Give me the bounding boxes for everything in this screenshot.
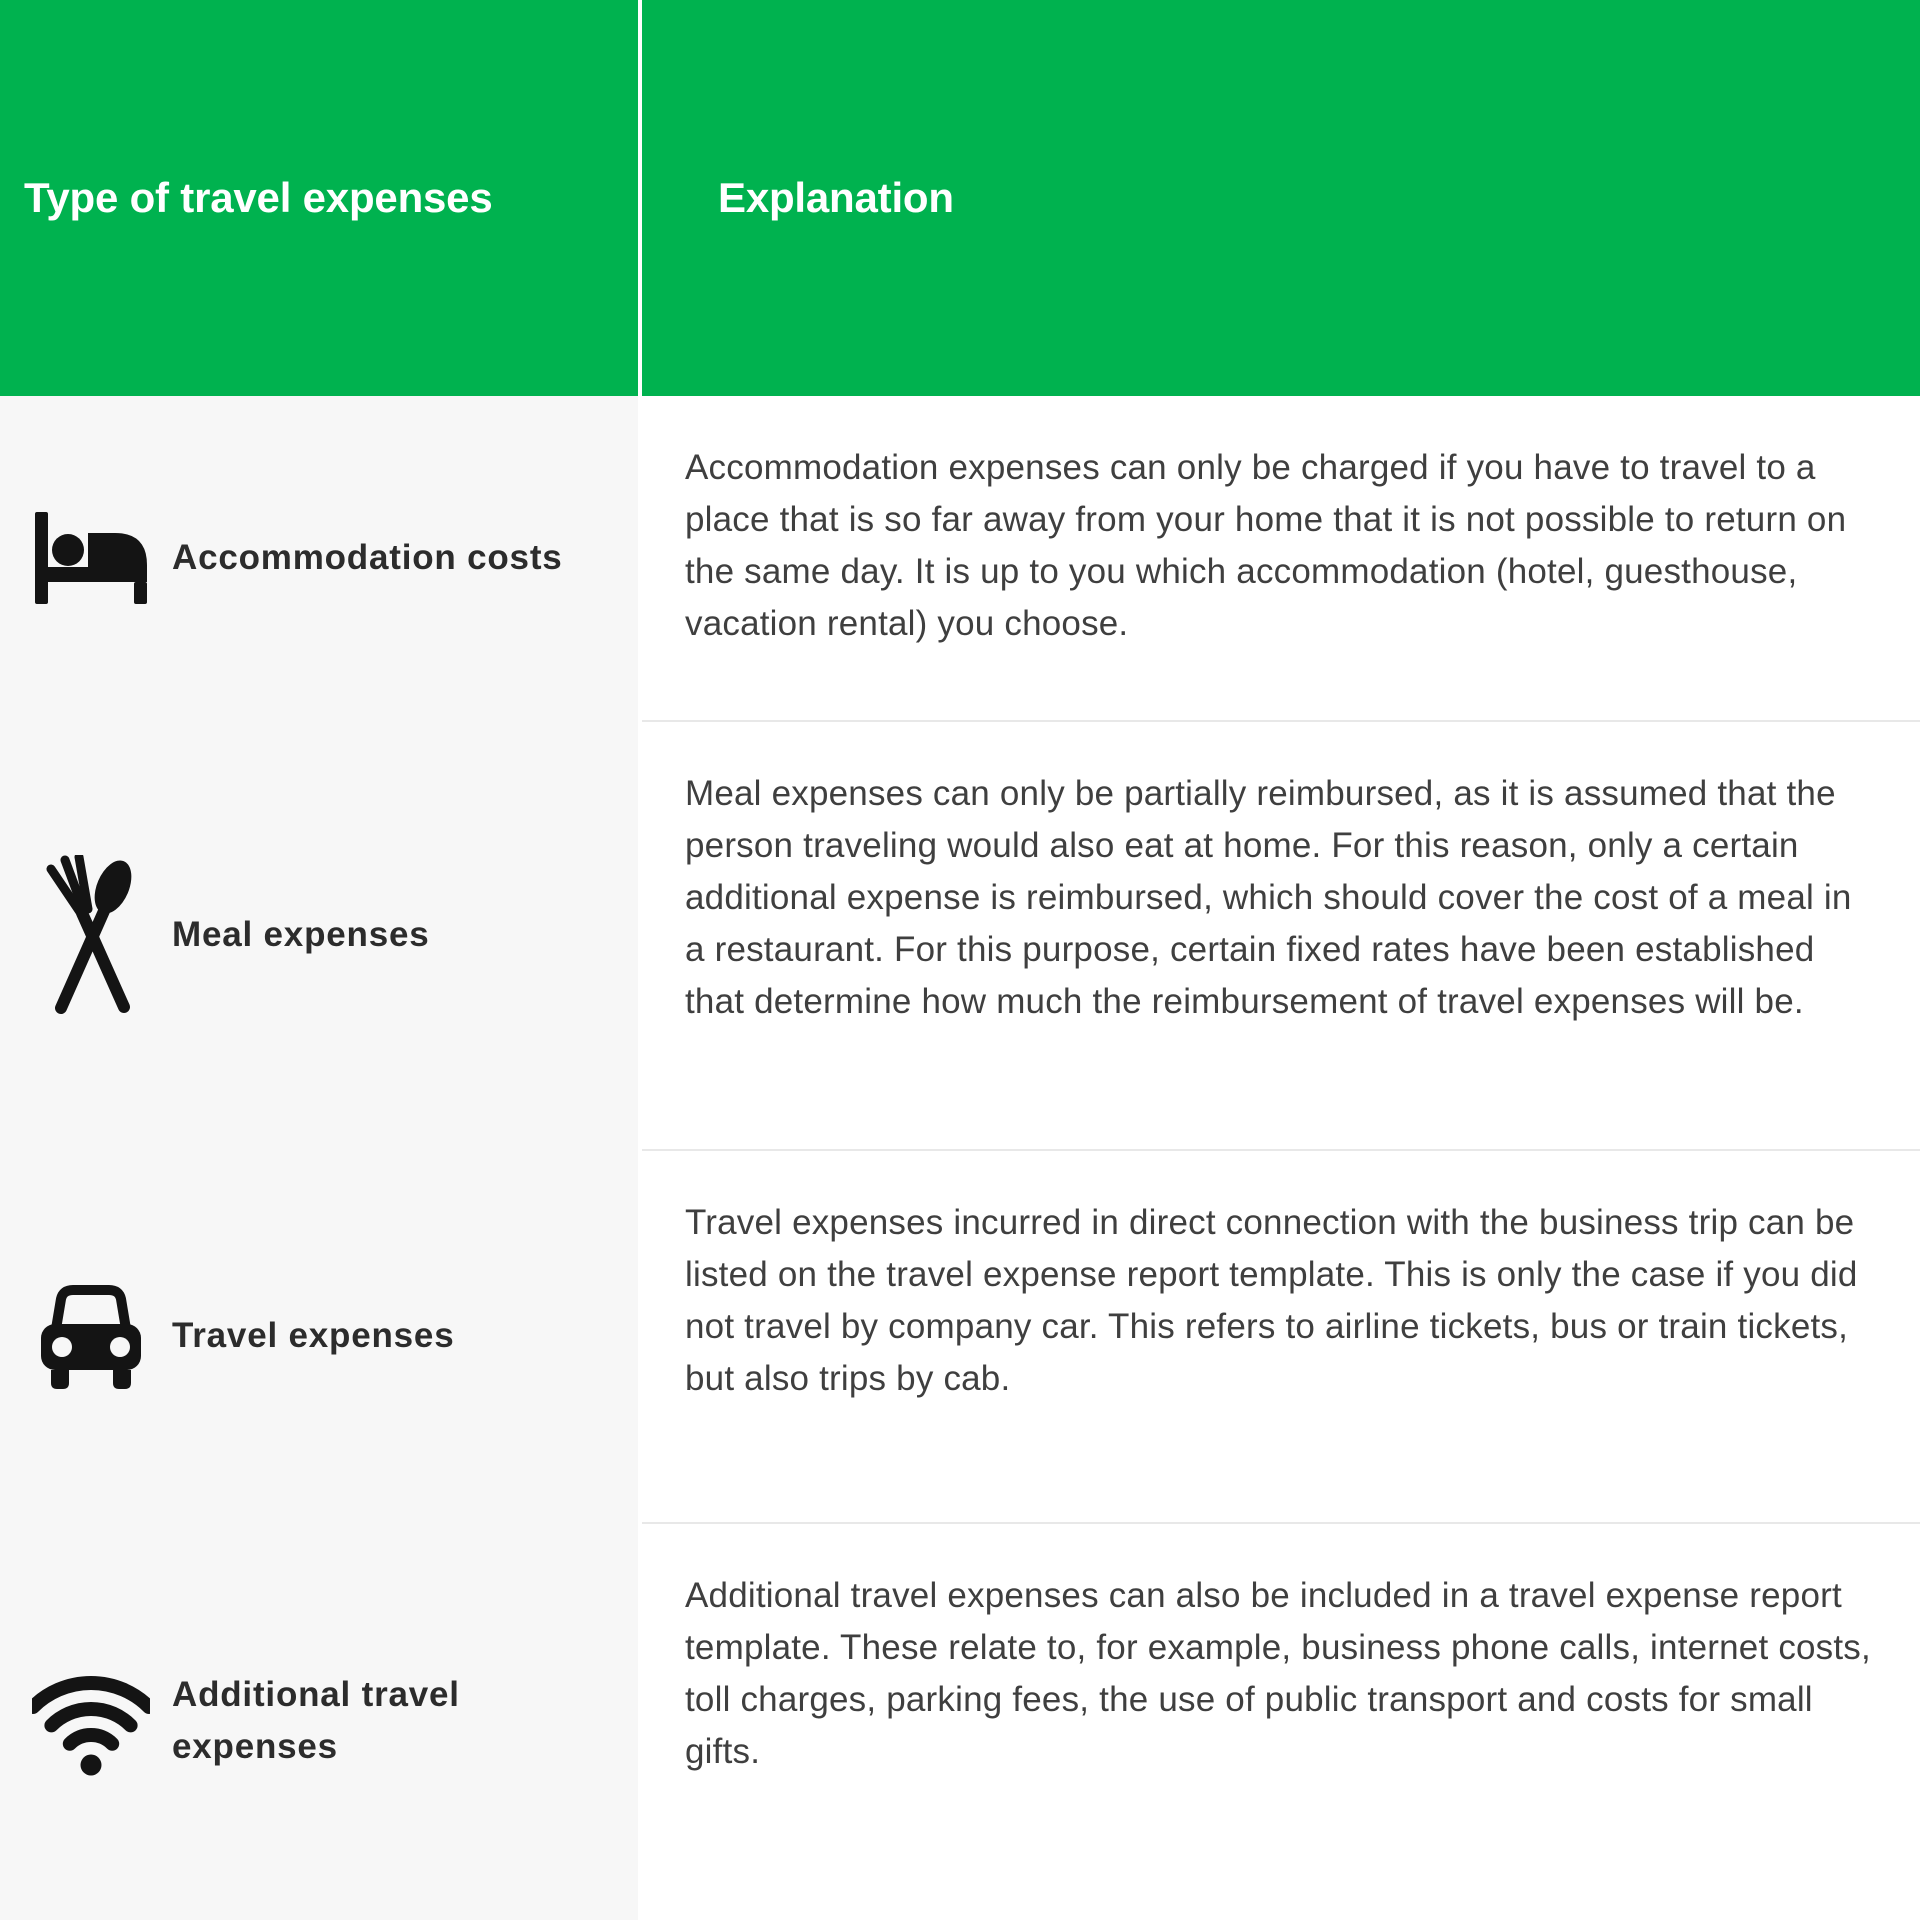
header-cell-explanation xyxy=(642,0,1920,396)
column-header-explanation: Explanation xyxy=(718,174,954,221)
fork-spoon-icon xyxy=(30,855,152,1015)
row-label: Additional travel expenses xyxy=(172,1675,460,1766)
row-additional-label xyxy=(0,1522,638,1920)
row-label: Accommodation costs xyxy=(172,538,563,577)
header-cell-types xyxy=(0,0,638,396)
row-travel-label xyxy=(0,1149,638,1522)
row-label: Meal expenses xyxy=(172,914,430,954)
explanation-text: Additional travel expenses can also be included in a travel expense report template. These relate to, for example, business phone calls, internet costs, toll charges, parking fees, the use of public transport and costs for small gifts. xyxy=(685,1576,1871,1771)
explanation-text: Meal expenses can only be partially reimbursed, as it is assumed that the person traveling would also eat at home. For this reason, only a certain additional expense is reimbursed, which should cover the cost of a meal in a restaurant. For this purpose, certain fixed rates have been established that determine how much the reimbursement of travel expenses will be. xyxy=(685,774,1852,1021)
explanation-accommodation xyxy=(642,396,1920,720)
explanation-text: Travel expenses incurred in direct connection with the business trip can be listed on the travel expense report template. This is only the case if you did not travel by company car. This refers to airline tickets, bus or train tickets, but also trips by cab. xyxy=(685,1203,1858,1398)
explanation-travel xyxy=(642,1149,1920,1522)
wifi-icon xyxy=(30,1666,152,1776)
explanation-text: Accommodation expenses can only be charged if you have to travel to a place that is so far away from your home that it is not possible to return on the same day. It is up to you which accommodation (hotel, guesthouse, vacation rental) you choose. xyxy=(685,448,1847,643)
type-column xyxy=(0,396,638,1920)
explanation-column xyxy=(642,396,1920,1920)
car-icon xyxy=(30,1283,152,1389)
explanation-meal xyxy=(642,720,1920,1149)
column-divider xyxy=(638,0,642,1920)
row-accommodation-label xyxy=(0,396,638,720)
column-header-type: Type of travel expenses xyxy=(24,174,493,221)
row-meal-label xyxy=(0,720,638,1149)
bed-icon xyxy=(30,512,152,604)
row-label: Travel expenses xyxy=(172,1315,455,1355)
explanation-additional xyxy=(642,1522,1920,1920)
